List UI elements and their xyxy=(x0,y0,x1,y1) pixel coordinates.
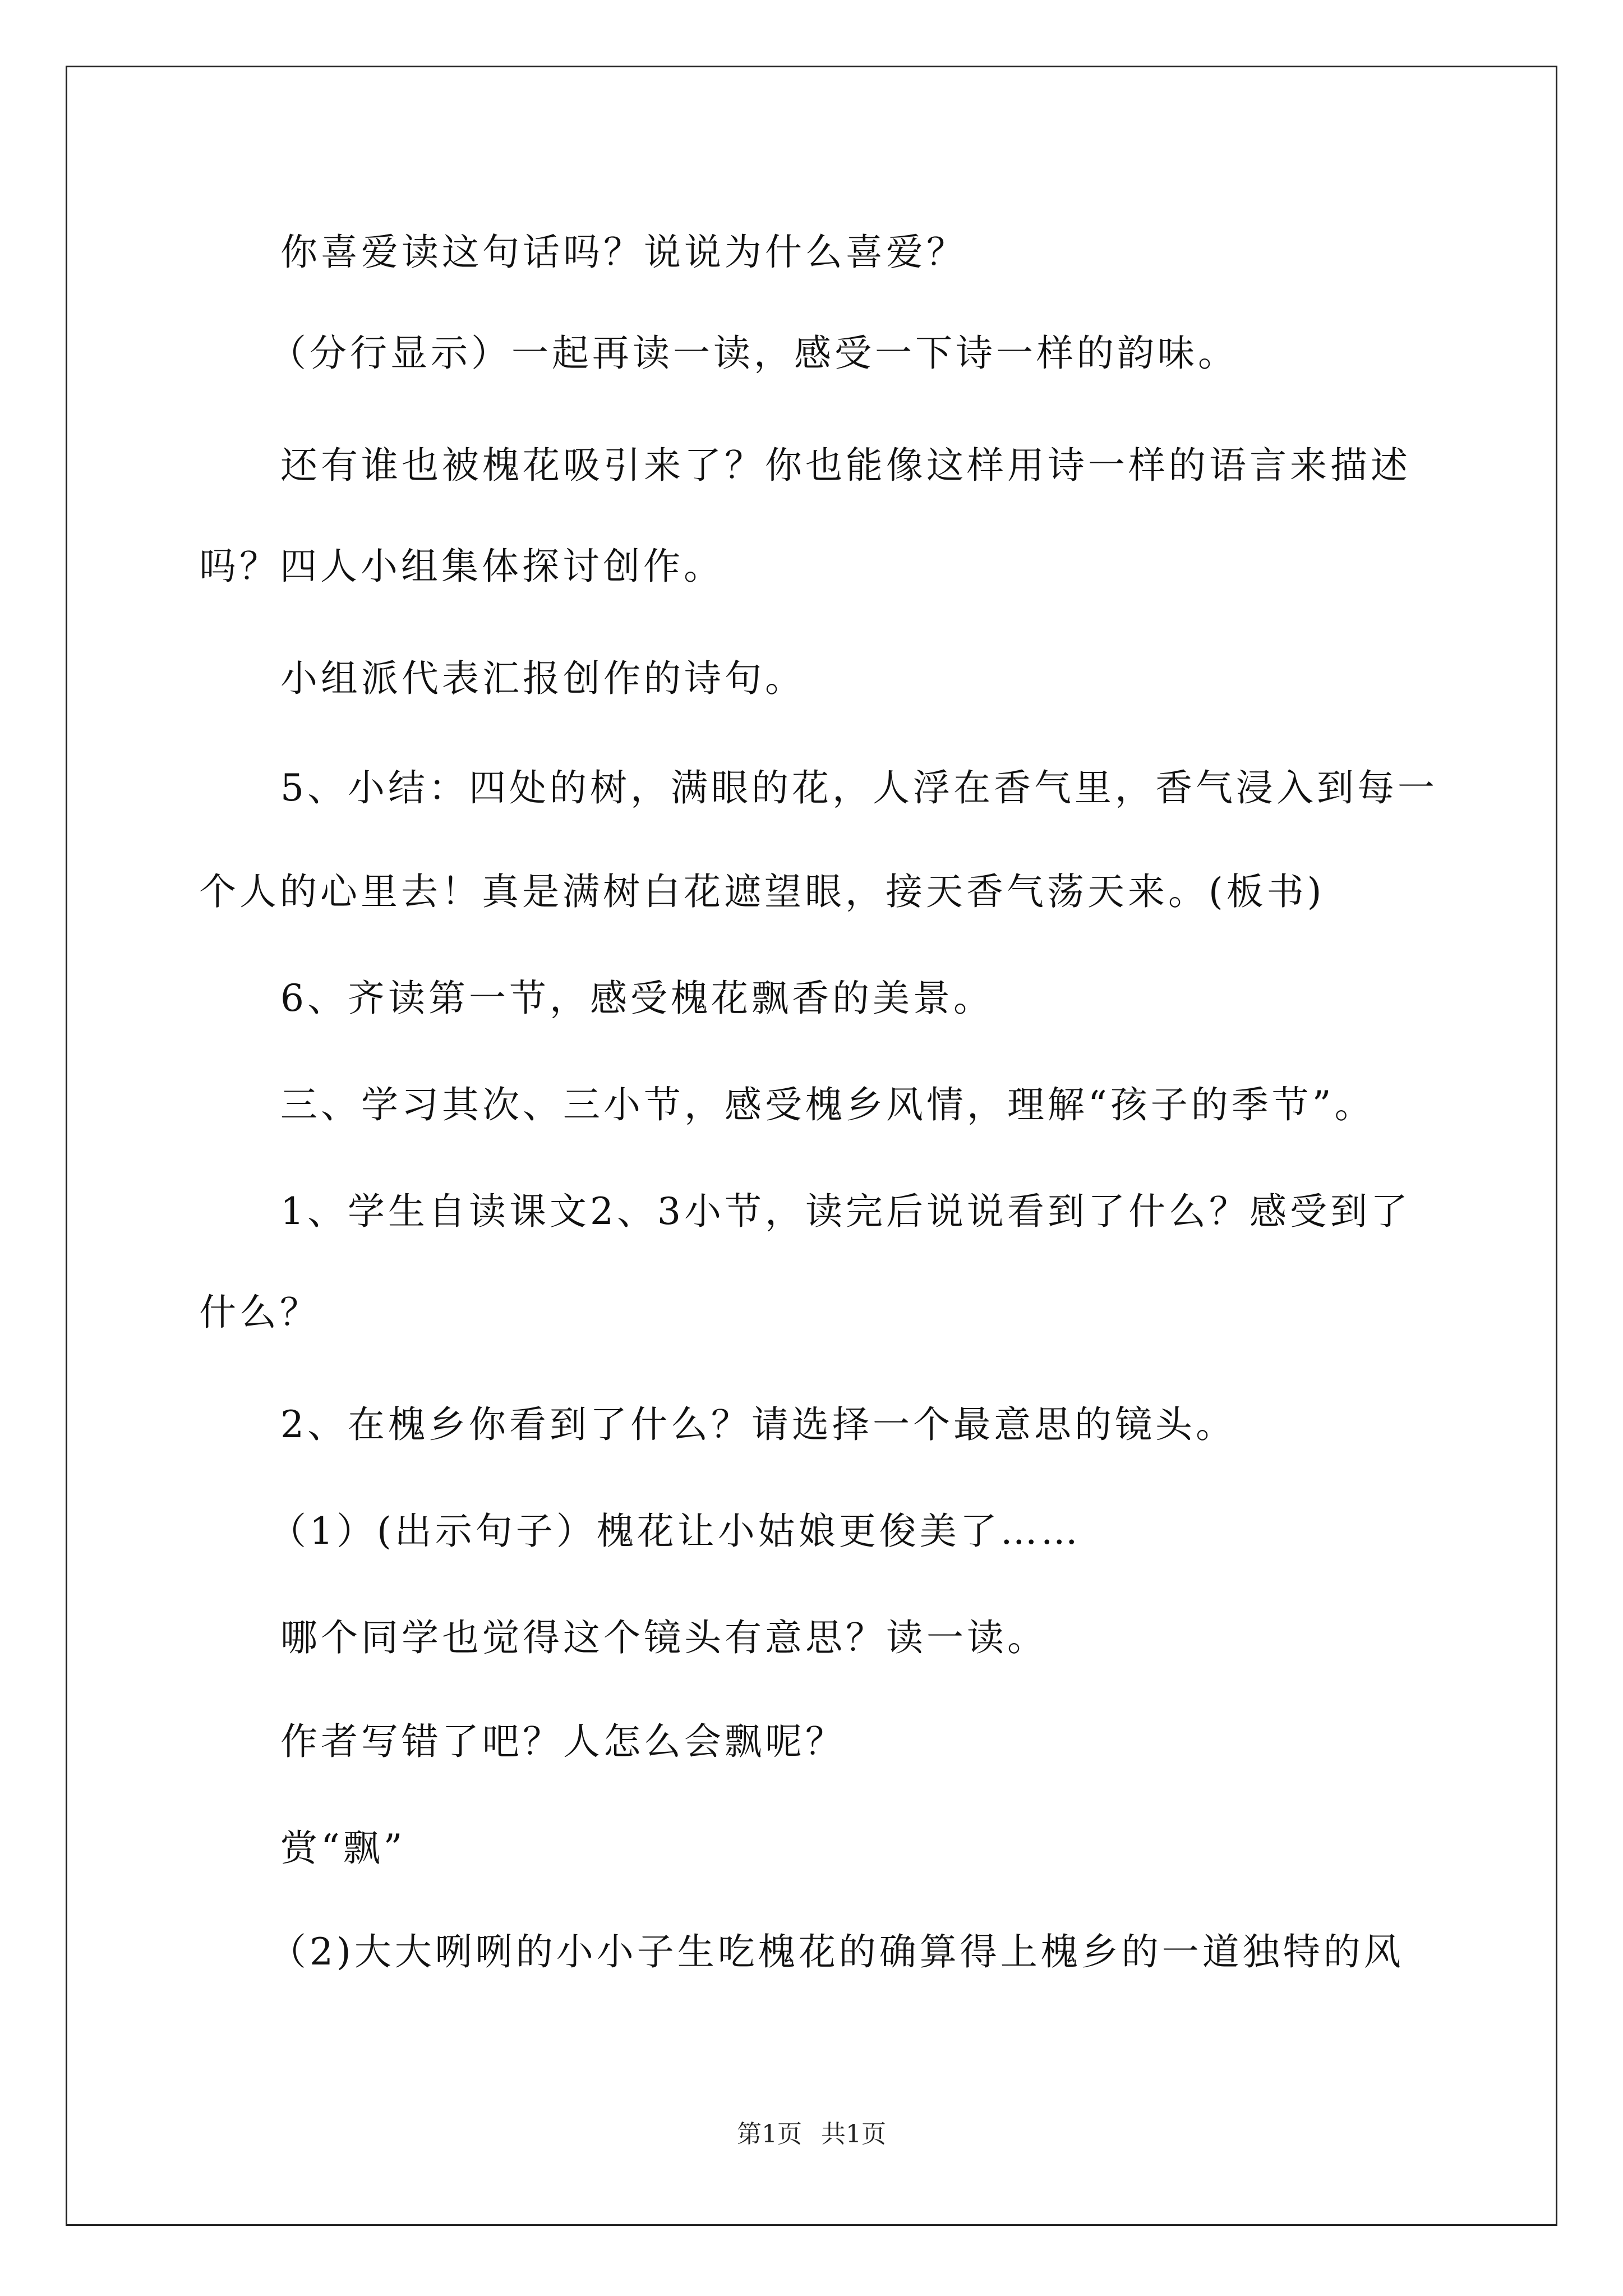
page-number: 第1页 xyxy=(737,2120,802,2148)
paragraph: （2)大大咧咧的小小子生吃槐花的确算得上槐乡的一道独特的风 xyxy=(269,1930,1404,1973)
paragraph: 你喜爱读这句话吗？说说为什么喜爱？ xyxy=(280,231,967,274)
paragraph: 作者写错了吧？人怎么会飘呢？ xyxy=(280,1720,846,1763)
page-total: 共1页 xyxy=(821,2120,886,2148)
paragraph: 个人的心里去！真是满树白花遮望眼，接天香气荡天来。(板书) xyxy=(199,870,1325,913)
paragraph: 6、齐读第一节，感受槐花飘香的美景。 xyxy=(280,977,994,1020)
paragraph: 吗？四人小组集体探讨创作。 xyxy=(199,545,724,588)
paragraph: 什么？ xyxy=(199,1291,320,1334)
paragraph: 小组派代表汇报创作的诗句。 xyxy=(280,657,805,700)
paragraph: 2、在槐乡你看到了什么？请选择一个最意思的镜头。 xyxy=(280,1403,1236,1446)
paragraph: （分行显示）一起再读一读，感受一下诗一样的韵味。 xyxy=(269,332,1238,375)
paragraph: （1）(出示句子）槐花让小姑娘更俊美了…… xyxy=(269,1510,1081,1553)
paragraph: 赏“飘” xyxy=(280,1826,406,1870)
page-footer xyxy=(0,2118,1623,2151)
paragraph: 三、学习其次、三小节，感受槐乡风情，理解“孩子的季节”。 xyxy=(280,1083,1375,1126)
paragraph: 5、小结：四处的树，满眼的花，人浮在香气里，香气浸入到每一 xyxy=(280,766,1438,809)
paragraph: 哪个同学也觉得这个镜头有意思？读一读。 xyxy=(280,1616,1048,1659)
paragraph: 还有谁也被槐花吸引来了？你也能像这样用诗一样的语言来描述 xyxy=(280,444,1411,487)
paragraph: 1、学生自读课文2、3小节，读完后说说看到了什么？感受到了 xyxy=(280,1190,1411,1233)
